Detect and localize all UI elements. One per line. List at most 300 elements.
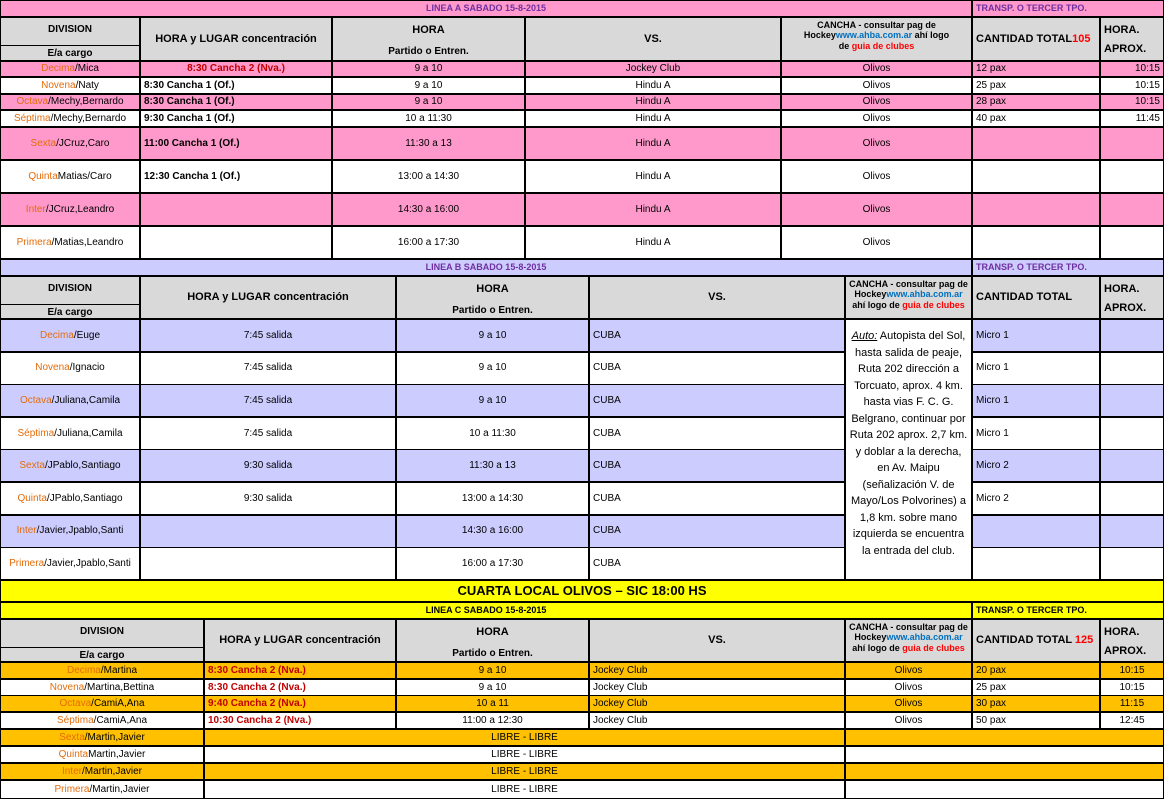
line-b-hora-cell [396,449,589,482]
in-charge: Martin,Javier [88,748,146,760]
line-b-division-cell [0,319,140,352]
hora-text: 13:00 a 14:30 [397,170,460,182]
line-b-vs-cell [589,515,845,548]
line-b-hora-cell [396,417,589,450]
line-c-division-cell [0,662,204,679]
line-b-vs-cell [589,352,845,385]
line-a-header-cancha: CANCHA - consultar pag de Hockeywww.ahba.com.ar ahí logo de guia de clubes [781,17,972,61]
line-c-cantidad-cell [972,695,1100,712]
line-b-cantidad-cell [972,319,1100,352]
concentracion-text: 8:30 Cancha 2 (Nva.) [187,63,285,75]
separator: / [84,731,88,743]
line-b-concentracion-cell [140,352,396,385]
line-a-hora-cell [332,77,525,94]
line-c-cancha-cell [845,712,972,729]
line-c-header-hora: HORA Partido o Entren. [396,619,589,662]
division-name: Sexta [19,460,45,472]
venue-text: Olivos [862,79,891,91]
division-name: Novena [35,362,70,374]
line-c-libre-cell [204,729,845,746]
line-a-hora-cell [332,61,525,77]
line-c-banner: LINEA C SABADO 15-8-2015 [0,602,972,619]
opponent-text: Hindu A [635,96,671,108]
in-charge: Juliana,Camila [56,427,123,439]
line-c-division-cell [0,695,204,712]
line-b-concentracion-cell [140,547,396,580]
line-b-division-cell [0,482,140,515]
line-b-concentracion-cell [140,482,396,515]
opponent-text: CUBA [593,362,621,374]
cantidad-text: 30 pax [976,697,1007,709]
line-c-aprox-cell [1100,662,1164,679]
separator: / [48,96,51,108]
division-name: Decima [41,63,75,75]
separator: / [89,783,93,795]
in-charge: Javier,Jpablo,Santi [39,525,124,537]
opponent-text: CUBA [593,557,621,569]
line-c-empty-cell [845,746,1164,763]
line-b-aprox-cell [1100,449,1164,482]
separator: / [46,492,50,504]
line-c-division-cell [0,746,204,763]
concentracion-text: 7:45 salida [243,394,293,406]
line-c-libre-cell [204,746,845,763]
line-b-vs-cell [589,417,845,450]
line-a-hora-cell [332,160,525,193]
separator: / [73,329,77,341]
libre-text: LIBRE - LIBRE [491,731,558,743]
opponent-text: CUBA [593,525,621,537]
hora-text: 11:30 a 13 [469,460,516,472]
line-a-hora-cell [332,226,525,259]
line-a-division-cell [0,160,140,193]
line-c-cancha-cell [845,679,972,696]
hora-text: 16:00 a 17:30 [397,236,460,248]
line-a-division-cell [0,127,140,160]
division-name: Primera [16,236,52,248]
opponent-text: Hindu A [635,112,671,124]
line-b-transp: TRANSP. O TERCER TPO. [972,259,1164,276]
line-a-vs-cell [525,193,781,226]
line-b-cantidad-cell [972,449,1100,482]
line-b-concentracion-cell [140,515,396,548]
in-charge: Juliana,Camila [54,394,121,406]
line-a-transp: TRANSP. O TERCER TPO. [972,0,1164,17]
cantidad-text: Micro 2 [976,492,1009,504]
in-charge: JCruz,Caro [58,137,110,149]
separator: / [50,112,54,124]
directions-text: Auto: Autopista del Sol, hasta salida de peaje, Ruta 202 dirección a Torcuato, aprox. 4 km. hasta vias F. C. G. Belgrano, continuar por Ruta 202 aprox. 2,7 km. y doblar a la derecha, en Av. Maipu (señalización V. de Mayo/Los Polvorines) a 1,8 km. sobre mano izquierda se encuentra la entrada del club. [845,319,972,580]
hora-text: 9 a 10 [478,362,507,374]
cantidad-text: 28 pax [976,96,1007,108]
line-b-division-cell [0,384,140,417]
venue-text: Olivos [862,203,891,215]
line-c-empty-cell [845,780,1164,799]
cantidad-text: 25 pax [976,681,1007,693]
line-a-cantidad-cell [972,61,1100,77]
separator: / [75,79,79,91]
hora-text: 10 a 11:30 [469,427,516,439]
cantidad-text: Micro 2 [976,460,1009,472]
division-name: Primera [9,557,45,569]
line-a-vs-cell [525,77,781,94]
division-name: Octava [59,697,92,709]
in-charge: Martina,Bettina [86,681,155,693]
division-name: Decima [66,664,101,676]
line-b-division-cell [0,547,140,580]
line-b-aprox-cell [1100,482,1164,515]
line-b-hora-cell [396,547,589,580]
line-a-cantidad-cell [972,193,1100,226]
line-b-vs-cell [589,384,845,417]
line-c-vs-cell [589,695,845,712]
in-charge: Ignacio [72,362,105,374]
line-b-aprox-cell [1100,352,1164,385]
line-a-cancha-cell [781,61,972,77]
venue-text: Olivos [894,681,923,693]
line-a-concentracion-cell [140,226,332,259]
cantidad-text: 50 pax [976,714,1007,726]
line-a-concentracion-cell [140,127,332,160]
line-c-libre-cell [204,763,845,780]
line-a-cancha-cell [781,160,972,193]
separator: / [75,63,78,75]
in-charge: JPablo,Santiago [49,492,123,504]
line-c-hora-cell [396,679,589,696]
line-c-cantidad-cell [972,712,1100,729]
line-c-aprox-cell [1100,679,1164,696]
concentracion-text: 8:30 Cancha 1 (Of.) [144,96,235,108]
separator: / [45,203,49,215]
venue-text: Olivos [894,714,923,726]
opponent-text: Hindu A [635,203,671,215]
concentracion-text: 7:45 salida [243,427,293,439]
line-a-division-cell [0,61,140,77]
opponent-text: CUBA [593,394,621,406]
cantidad-text: Micro 1 [976,394,1009,406]
hora-text: 9 a 10 [478,329,507,341]
hora-text: 9 a 10 [414,79,443,91]
line-b-hora-cell [396,352,589,385]
division-name: Quinta [17,492,47,504]
separator: / [54,427,57,439]
line-a-cancha-cell [781,77,972,94]
line-a-cancha-cell [781,193,972,226]
line-a-vs-cell [525,61,781,77]
line-a-vs-cell [525,160,781,193]
line-c-concentracion-cell [204,695,396,712]
line-b-vs-cell [589,482,845,515]
hora-text: 9 a 10 [478,394,507,406]
hora-text: 14:30 a 16:00 [397,203,460,215]
division-name: Inter [16,525,37,537]
concentracion-text: 7:45 salida [243,362,293,374]
division-name: Octava [19,394,52,406]
cantidad-text: Micro 1 [976,427,1009,439]
line-b-hora-cell [396,384,589,417]
libre-text: LIBRE - LIBRE [491,765,558,777]
hora-text: 9 a 10 [478,664,507,676]
line-c-cantidad-cell [972,679,1100,696]
line-c-header-hora-lugar: HORA y LUGAR concentración [204,619,396,662]
concentracion-text: 8:30 Cancha 2 (Nva.) [208,664,306,676]
line-a-cantidad-cell [972,226,1100,259]
line-a-concentracion-cell [140,61,332,77]
opponent-text: Hindu A [635,79,671,91]
opponent-text: Jockey Club [593,664,648,676]
aprox-text: 10:15 [1134,63,1160,75]
aprox-text: 11:45 [1135,112,1160,124]
line-c-cancha-cell [845,662,972,679]
opponent-text: Hindu A [635,236,671,248]
line-b-aprox-cell [1100,384,1164,417]
hora-text: 11:00 a 12:30 [462,714,523,726]
line-b-header-hora-lugar: HORA y LUGAR concentración [140,276,396,319]
line-a-cantidad-cell [972,77,1100,94]
hora-text: 16:00 a 17:30 [461,557,524,569]
in-charge: Martin,Javier [84,765,143,777]
line-c-aprox-cell [1100,712,1164,729]
concentracion-text: 9:30 salida [243,492,293,504]
in-charge: JPablo,Santiago [47,460,121,472]
line-a-aprox-cell [1100,160,1164,193]
line-b-division-cell [0,352,140,385]
division-name: Séptima [56,714,94,726]
line-a-header-hora-lugar: HORA y LUGAR concentración [140,17,332,61]
division-name: Decima [39,329,74,341]
line-b-concentracion-cell [140,417,396,450]
aprox-text: 10:15 [1134,79,1160,91]
hora-text: 9 a 10 [414,96,443,108]
hora-text: 9 a 10 [414,63,443,75]
division-name: Novena [49,681,85,693]
in-charge: Matias/Caro [57,170,112,182]
line-a-cantidad-cell [972,160,1100,193]
line-c-division-cell [0,763,204,780]
line-b-header-hora-aprox: HORA. APROX. [1100,276,1164,319]
line-c-cancha-cell [845,695,972,712]
in-charge: Euge [76,329,101,341]
concentracion-text: 11:00 Cancha 1 (Of.) [144,137,240,149]
aprox-text: 12:45 [1119,714,1145,726]
line-c-header-division: DIVISION E/a cargo [0,619,204,662]
line-b-vs-cell [589,319,845,352]
line-c-hora-cell [396,662,589,679]
concentracion-text: 9:30 salida [243,460,293,472]
opponent-text: Jockey Club [593,697,648,709]
line-a-aprox-cell [1100,127,1164,160]
line-c-vs-cell [589,679,845,696]
venue-text: Olivos [894,697,923,709]
line-a-concentracion-cell [140,160,332,193]
line-b-concentracion-cell [140,319,396,352]
hora-text: 14:30 a 16:00 [461,525,524,537]
line-b-hora-cell [396,319,589,352]
line-c-empty-cell [845,763,1164,780]
line-a-cantidad-cell [972,110,1100,127]
division-name: Quinta [28,170,58,182]
line-a-cancha-cell [781,127,972,160]
division-name: Sexta [30,137,57,149]
cantidad-text: 20 pax [976,664,1007,676]
opponent-text: CUBA [593,492,621,504]
line-c-division-cell [0,780,204,799]
concentracion-text: 10:30 Cancha 2 (Nva.) [208,714,312,726]
line-a-aprox-cell [1100,94,1164,110]
line-a-division-cell [0,226,140,259]
line-c-division-cell [0,729,204,746]
line-c-hora-cell [396,712,589,729]
line-a-division-cell [0,193,140,226]
line-b-cantidad-cell [972,547,1100,580]
opponent-text: Jockey Club [625,63,681,75]
in-charge: CamiA,Ana [93,697,145,709]
opponent-text: Hindu A [635,137,671,149]
line-b-cantidad-cell [972,482,1100,515]
line-a-vs-cell [525,226,781,259]
hora-text: 10 a 11 [476,697,509,709]
line-a-cancha-cell [781,110,972,127]
division-name: Quinta [58,748,89,760]
cantidad-text: 12 pax [976,63,1007,75]
line-b-cantidad-cell [972,384,1100,417]
in-charge: Mica [77,63,99,75]
separator: / [51,394,55,406]
line-a-header-vs: VS. [525,17,781,61]
division-name: Inter [61,765,82,777]
division-name: Inter [25,203,46,215]
line-c-vs-cell [589,712,845,729]
separator: / [44,460,48,472]
in-charge: Naty [78,79,99,91]
line-c-cantidad-cell [972,662,1100,679]
venue-text: Olivos [862,170,891,182]
line-a-division-cell [0,94,140,110]
line-a-division-cell [0,110,140,127]
hora-text: 9 a 10 [478,681,507,693]
venue-text: Olivos [894,664,923,676]
line-b-header-vs: VS. [589,276,845,319]
line-b-banner: LINEA B SABADO 15-8-2015 [0,259,972,276]
line-c-vs-cell [589,662,845,679]
line-b-hora-cell [396,515,589,548]
line-a-division-cell [0,77,140,94]
opponent-text: Hindu A [635,170,671,182]
concentracion-text: 12:30 Cancha 1 (Of.) [144,170,241,182]
separator: / [84,681,87,693]
line-c-header-cancha: CANCHA - consultar pag de Hockeywww.ahba.com.ar ahí logo de guia de clubes [845,619,972,662]
in-charge: Mechy,Bernardo [53,112,127,124]
division-name: Novena [41,79,76,91]
line-a-concentracion-cell [140,193,332,226]
line-b-aprox-cell [1100,417,1164,450]
concentracion-text: 8:30 Cancha 1 (Of.) [144,79,235,91]
in-charge: CamiA,Ana [96,714,148,726]
aprox-text: 10:15 [1119,664,1145,676]
line-b-vs-cell [589,547,845,580]
aprox-text: 11:15 [1119,697,1145,709]
separator: / [91,697,94,709]
line-b-header-hora: HORA Partido o Entren. [396,276,589,319]
cantidad-text: 25 pax [976,79,1007,91]
line-a-aprox-cell [1100,193,1164,226]
line-a-cantidad-cell [972,94,1100,110]
cantidad-text: Micro 1 [976,329,1009,341]
line-a-hora-cell [332,193,525,226]
line-a-vs-cell [525,94,781,110]
line-a-cantidad-cell [972,127,1100,160]
in-charge: Javier,Jpablo,Santi [46,557,131,569]
line-a-header-division: DIVISION E/a cargo [0,17,140,61]
line-c-concentracion-cell [204,679,396,696]
in-charge: Martina [103,664,138,676]
line-a-hora-cell [332,94,525,110]
line-a-header-hora: HORA Partido o Entren. [332,17,525,61]
line-c-libre-cell [204,780,845,799]
concentracion-text: 8:30 Cancha 2 (Nva.) [208,681,306,693]
division-name: Séptima [17,427,55,439]
division-name: Sexta [59,731,85,743]
in-charge: Martin,Javier [87,731,145,743]
aprox-text: 10:15 [1119,681,1145,693]
line-a-aprox-cell [1100,226,1164,259]
hora-text: 11:30 a 13 [405,137,452,149]
division-name: Primera [54,783,90,795]
concentracion-text: 9:40 Cancha 2 (Nva.) [208,697,306,709]
opponent-text: CUBA [593,427,621,439]
concentracion-text: 9:30 Cancha 1 (Of.) [144,112,235,124]
line-b-division-cell [0,417,140,450]
line-c-hora-cell [396,695,589,712]
line-c-aprox-cell [1100,695,1164,712]
division-name: Séptima [13,112,51,124]
separator: / [93,714,97,726]
venue-text: Olivos [862,96,891,108]
libre-text: LIBRE - LIBRE [491,783,558,795]
opponent-text: CUBA [593,460,621,472]
line-c-header-vs: VS. [589,619,845,662]
line-a-hora-cell [332,110,525,127]
line-a-cancha-cell [781,226,972,259]
line-b-header-cancha: CANCHA - consultar pag de Hockeywww.ahba.com.ar ahí logo de guia de clubes [845,276,972,319]
cuarta-banner: CUARTA LOCAL OLIVOS – SIC 18:00 HS [0,580,1164,602]
line-c-concentracion-cell [204,662,396,679]
cantidad-text: Micro 1 [976,362,1009,374]
line-c-header-cantidad: CANTIDAD TOTAL 125 [972,619,1100,662]
line-c-empty-cell [845,729,1164,746]
line-a-vs-cell [525,110,781,127]
line-b-cantidad-cell [972,352,1100,385]
line-a-header-hora-aprox: HORA. APROX. [1100,17,1164,61]
opponent-text: Jockey Club [593,714,648,726]
separator: / [56,137,59,149]
line-b-vs-cell [589,449,845,482]
line-b-cantidad-cell [972,417,1100,450]
line-b-division-cell [0,449,140,482]
line-b-concentracion-cell [140,449,396,482]
concentracion-text: 7:45 salida [243,329,293,341]
line-a-aprox-cell [1100,77,1164,94]
division-name: Octava [16,96,49,108]
line-a-banner: LINEA A SABADO 15-8-2015 [0,0,972,17]
line-c-header-hora-aprox: HORA. APROX. [1100,619,1164,662]
cantidad-text: 40 pax [976,112,1007,124]
line-c-concentracion-cell [204,712,396,729]
hora-text: 13:00 a 14:30 [461,492,524,504]
line-b-hora-cell [396,482,589,515]
separator: / [81,765,85,777]
libre-text: LIBRE - LIBRE [491,748,558,760]
